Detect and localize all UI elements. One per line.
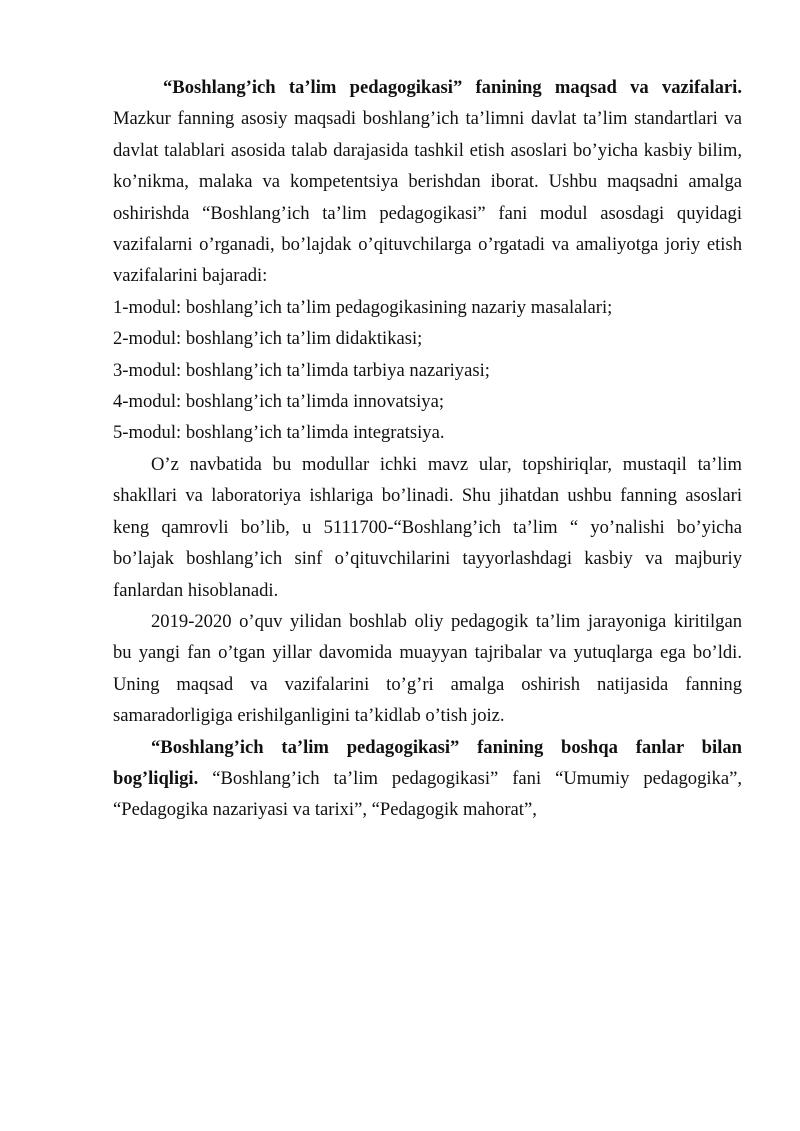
module-list-item: 4-modul: boshlang’ich ta’limda innovatsiya; <box>113 391 445 413</box>
goals-paragraph <box>113 72 742 292</box>
module-list-item: 1-modul: boshlang’ich ta’lim pedagogikasining nazariy masalalari; <box>113 296 613 318</box>
module-list-item: 2-modul: boshlang’ich ta’lim didaktikasi; <box>113 328 423 350</box>
relations-body: “Boshlang’ich ta’lim pedagogikasi” fani “Umumiy pedagogika”, “Pedagogika nazariyasi va tarixi”, “Pedagogik mahorat”, <box>113 767 742 821</box>
goals-body: Mazkur fanning asosiy maqsadi boshlang’ich ta’limni davlat ta’lim standartlari va davlat talablari asosida talab darajasida tashkil etish asoslari bo’yicha kasbiy bilim, ko’nikma, malaka va kompetentsiya berishdan iborat. Ushbu maqsadni amalga oshirishda “Boshlang’ich ta’lim pedagogikasi” fani modul asosdagi quyidagi vazifalarni o’rganadi, bo’lajdak o’qituvchilarga o’rgatadi va amaliyotga joriy etish vazifalarini bajaradi: <box>113 108 742 287</box>
modules-paragraph: O’z navbatida bu modullar ichki mavz ular, topshiriqlar, mustaqil ta’lim shakllari va laboratoriya ishlariga bo’linadi. Shu jihatdan ushbu fanning asoslari keng qamrovli bo’lib, u 5111700-“Boshlang’ich ta’lim “ yo’nalishi bo’yicha bo’lajak boshlang’ich sinf o’qituvchilarini tayyorlashdagi kasbiy va majburiy fanlardan hisoblanadi. <box>113 453 742 601</box>
module-list-item: 3-modul: boshlang’ich ta’limda tarbiya nazariyasi; <box>113 359 490 381</box>
year-paragraph: 2019-2020 o’quv yilidan boshlab oliy pedagogik ta’lim jarayoniga kiritilgan bu yangi fan o’tgan yillar davomida muayyan tajribalar va yutuqlarga ega bo’ldi. Uning maqsad va vazifalarini to’g’ri amalga oshirish natijasida fanning samaradorligiga erishilganligini ta’kidlab o’tish joiz. <box>113 610 742 727</box>
module-list-item: 5-modul: boshlang’ich ta’limda integratsiya. <box>113 422 445 444</box>
goals-heading: “Boshlang’ich ta’lim pedagogikasi” fanining maqsad va vazifalari. <box>163 77 742 98</box>
document-page <box>113 72 742 826</box>
relations-heading: “Boshlang’ich ta’lim pedagogikasi” fanining boshqa fanlar bilan bog’liqligi. <box>113 736 742 789</box>
relations-paragraph <box>113 732 742 826</box>
